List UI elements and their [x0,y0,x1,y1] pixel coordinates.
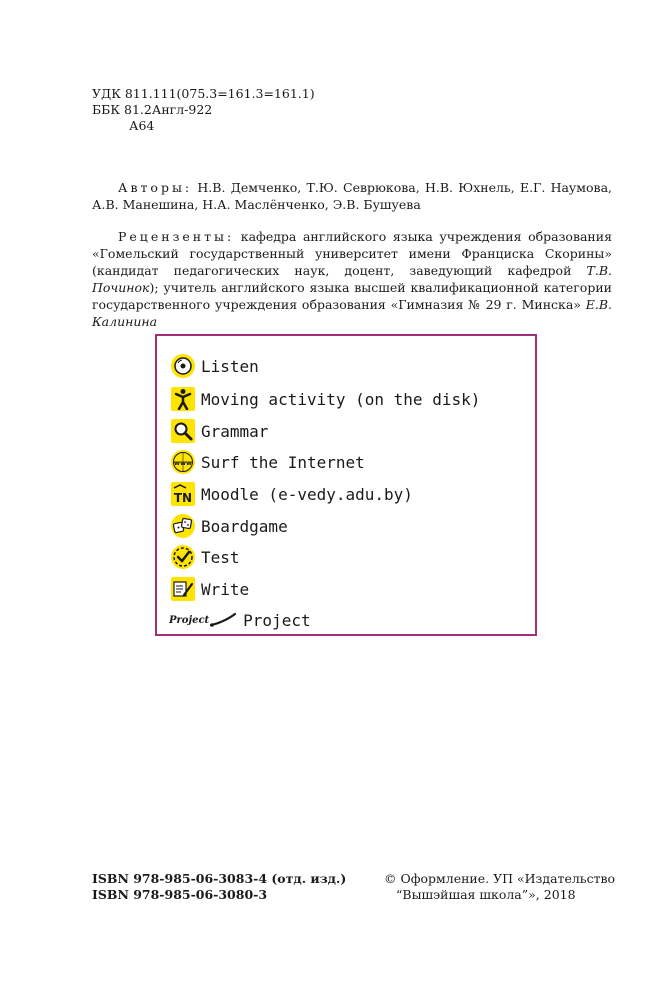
write-pencil-icon [171,577,195,601]
copyright-line-2: “Вышэйшая школа”», 2018 [396,887,576,902]
isbn-line-1: ISBN 978-985-06-3083-4 (отд. изд.) [92,871,347,886]
icon-legend-box [155,334,537,636]
authors-names: Н.В. Демченко, Т.Ю. Севрюкова, Н.В. Юхнель, Е.Г. Наумова, А.В. Манешина, Н.А. Маслёнченко, Э.В. Бушуева [92,180,612,212]
legend-item-moving-activity [171,386,480,412]
authors-heading: Авторы: [118,180,193,195]
moving-person-icon [171,387,195,411]
listen-cd-icon [171,354,195,378]
reviewers-text-1: кафедра английского языка учреждения образования «Гомельский государственный университет имени Франциска Скорины» (кандидат педагогических наук, доцент, заведующий кафедрой [92,229,612,278]
legend-item-write [171,576,249,602]
checkmark-test-icon [171,545,195,569]
legend-label-moving-activity: Moving activity (on the disk) [201,389,481,409]
svg-text:TN: TN [173,491,193,504]
legend-label-moodle: Moodle (e-vedy.adu.by) [201,484,413,504]
legend-item-internet [171,449,365,475]
legend-label-grammar: Grammar [201,421,269,441]
classification-block [92,86,315,134]
legend-item-moodle [171,481,413,507]
www-globe-icon [171,450,195,474]
legend-item-listen [171,353,259,379]
reviewers-heading: Рецензенты: [118,229,235,244]
reviewer-1-name: Т.В. Починок [92,263,612,295]
legend-item-test [171,544,240,570]
legend-label-listen: Listen [201,356,259,376]
author-index: А64 [129,118,155,133]
project-badge-text: Project [169,614,210,626]
reviewers-paragraph [92,228,612,330]
legend-label-test: Test [201,547,240,567]
legend-label-write: Write [201,579,250,599]
legend-label-project: Project [243,610,311,630]
magnifier-icon [171,419,195,443]
svg-text:www: www [173,459,193,467]
moodle-tn-icon [171,482,195,506]
udk-code: УДК 811.111(075.3=161.3=161.1) [92,86,315,101]
authors-paragraph [92,179,612,213]
legend-label-internet: Surf the Internet [201,452,365,472]
legend-item-grammar [171,418,268,444]
bbk-code: ББК 81.2Англ-922 [92,102,213,117]
reviewer-2-name: Е.В. Калинина [92,297,612,329]
copyright-block [384,871,615,903]
isbn-line-2: ISBN 978-985-06-3080-3 [92,887,268,902]
copyright-line-1: © Оформление. УП «Издательство [384,871,616,886]
isbn-block [92,871,346,903]
legend-label-boardgame: Boardgame [201,516,288,536]
reviewers-text-2: ); учитель английского языка высшей квалификационной категории государственного учреждения образования «Гимназия № 29 г. Минска» [92,280,612,312]
project-brush-icon [169,612,237,628]
dice-icon [171,514,195,538]
legend-item-boardgame [171,513,288,539]
legend-item-project [169,607,311,633]
